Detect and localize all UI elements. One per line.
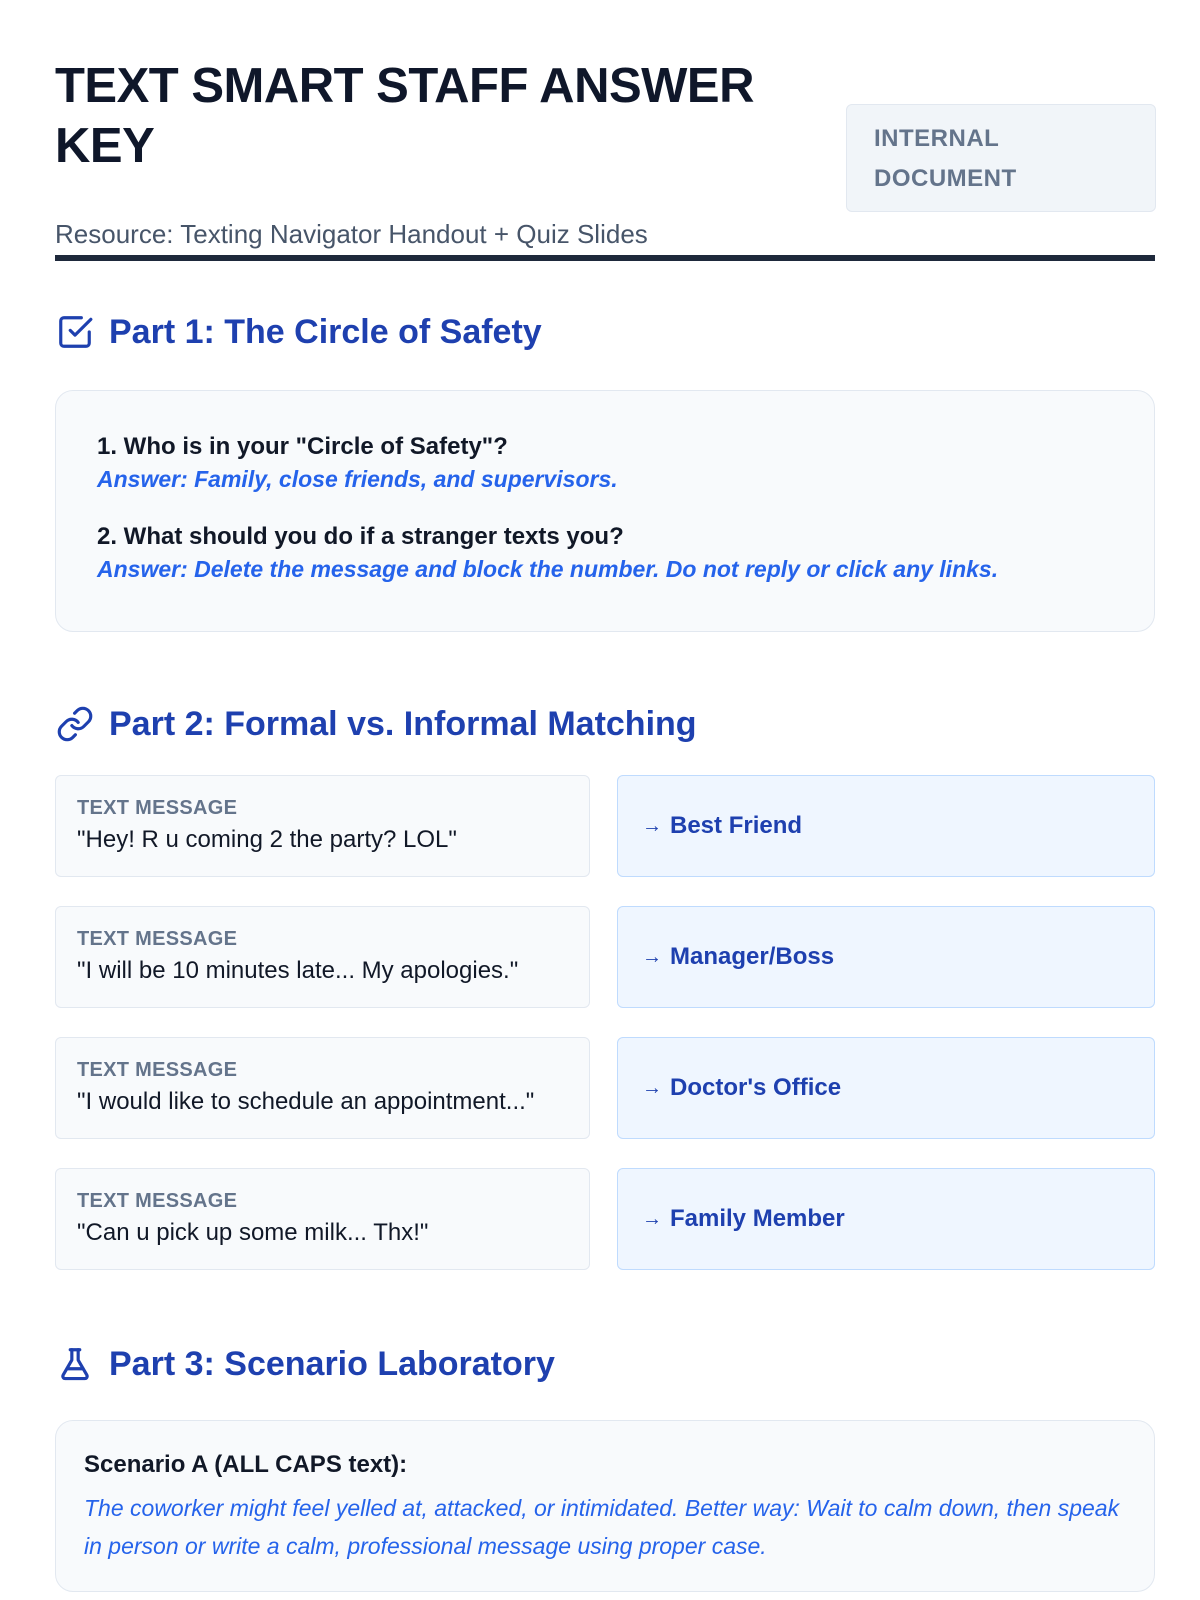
- part3-title: Part 3: Scenario Laboratory: [109, 1344, 555, 1383]
- checkbox-icon: [55, 312, 95, 352]
- text-message-card: [55, 1168, 590, 1270]
- question-text: 1. Who is in your "Circle of Safety"?: [97, 433, 508, 460]
- answer-text: Answer: Family, close friends, and supervisors.: [97, 466, 618, 492]
- part2-heading: [55, 702, 697, 746]
- text-message-label: TEXT MESSAGE: [77, 797, 238, 819]
- arrow-right-icon: →: [642, 1076, 662, 1099]
- part3-heading: [55, 1342, 555, 1386]
- recipient-label: Family Member: [670, 1205, 845, 1232]
- page-subtitle: Resource: Texting Navigator Handout + Quiz Slides: [55, 219, 648, 249]
- internal-document-badge: [846, 104, 1156, 212]
- qa-item: [97, 431, 1114, 495]
- text-message-content: "I will be 10 minutes late... My apologies.": [77, 957, 519, 984]
- text-message-content: "Hey! R u coming 2 the party? LOL": [77, 826, 457, 853]
- recipient-label: Best Friend: [670, 812, 803, 839]
- arrow-right-icon: →: [642, 1207, 662, 1230]
- scenario-answer: The coworker might feel yelled at, attacked, or intimidated. Better way: Wait to calm down, then speak in person or write a calm, professional message using proper case.: [84, 1495, 1120, 1559]
- recipient-match-card: [617, 775, 1155, 877]
- badge-line-1: INTERNAL: [874, 125, 1000, 152]
- header-divider: [55, 255, 1155, 261]
- part2-title: Part 2: Formal vs. Informal Matching: [109, 704, 697, 743]
- qa-item: [97, 521, 1114, 585]
- scenario-card: [55, 1420, 1155, 1592]
- part1-qa-card: [55, 390, 1155, 632]
- part1-heading: [55, 310, 542, 354]
- arrow-right-icon: →: [642, 945, 662, 968]
- flask-icon: [55, 1344, 95, 1384]
- part1-title: Part 1: The Circle of Safety: [109, 312, 542, 351]
- link-icon: [55, 704, 95, 744]
- text-message-label: TEXT MESSAGE: [77, 928, 238, 950]
- recipient-match-card: [617, 906, 1155, 1008]
- recipient-label: Doctor's Office: [670, 1074, 842, 1101]
- answer-text: Answer: Delete the message and block the number. Do not reply or click any links.: [97, 556, 999, 582]
- recipient-match-card: [617, 1037, 1155, 1139]
- document-header: [55, 56, 1155, 262]
- page-title: TEXT SMART STAFF ANSWER KEY: [55, 59, 754, 173]
- text-message-card: [55, 906, 590, 1008]
- text-message-card: [55, 1037, 590, 1139]
- badge-line-2: DOCUMENT: [874, 165, 1017, 192]
- text-message-content: "Can u pick up some milk... Thx!": [77, 1219, 429, 1246]
- question-text: 2. What should you do if a stranger texts you?: [97, 523, 624, 550]
- recipient-match-card: [617, 1168, 1155, 1270]
- text-message-label: TEXT MESSAGE: [77, 1059, 238, 1081]
- text-message-card: [55, 775, 590, 877]
- text-message-content: "I would like to schedule an appointment...": [77, 1088, 535, 1115]
- arrow-right-icon: →: [642, 814, 662, 837]
- text-message-label: TEXT MESSAGE: [77, 1190, 238, 1212]
- recipient-label: Manager/Boss: [670, 943, 835, 970]
- scenario-title: Scenario A (ALL CAPS text):: [84, 1451, 408, 1478]
